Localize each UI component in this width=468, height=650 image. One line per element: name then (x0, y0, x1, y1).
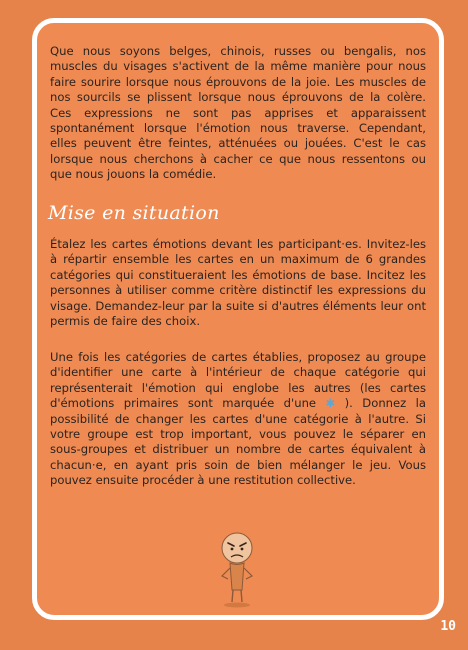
instructions-paragraph: Étalez les cartes émotions devant les participant·es. Invitez-les à répartir ensemble les cartes en un maximum de 6 grandes catégories qui constitueraient les émotions de base. Incitez les personnes à utiliser comme critère distinctif les expressions du visage. Demandez-leur par la suite si d'autres éléments leur ont permis de faire des choix. (50, 237, 426, 329)
intro-paragraph: Que nous soyons belges, chinois, russes ou bengalis, nos muscles du visages s'activent de la même manière pour nous faire sourire lorsque nous éprouvons de la joie. Les muscles de nos sourcils se plissent lorsque nous éprouvons de la colère. Ces expressions ne sont pas apprises et apparaissent spontanément lorsque l'émotion nous traverse. Cependant, elles peuvent être feintes, atténuées ou jouées. C'est le cas lorsque nous cherchons à cacher ce que nous ressentons ou que nous jouons la comédie. (50, 44, 426, 182)
angry-character-illustration (211, 528, 263, 610)
categories-paragraph-part2: ). Donnez la possibilité de changer les cartes d'une catégorie à l'autre. Si votre groupe est trop important, vous pouvez le séparer en sous-groupes et distribuer un nombre de cartes équivalent à chacun·e, en ayant pris soin de bien mélanger le jeu. Vous pouvez ensuite procéder à une restitution collective. (50, 396, 427, 488)
categories-paragraph-part1: Une fois les catégories de cartes établies, proposez au groupe d'identifier une carte à l'intérieur de chaque catégorie qui représenterait l'émotion qui englobe les autres (les cartes d'émotions primaires sont marquée d'une (50, 350, 426, 411)
asterisk-icon: ✱ (325, 396, 336, 411)
categories-paragraph (50, 350, 426, 489)
section-title: Mise en situation (48, 202, 220, 224)
page-number: 10 (440, 619, 456, 634)
